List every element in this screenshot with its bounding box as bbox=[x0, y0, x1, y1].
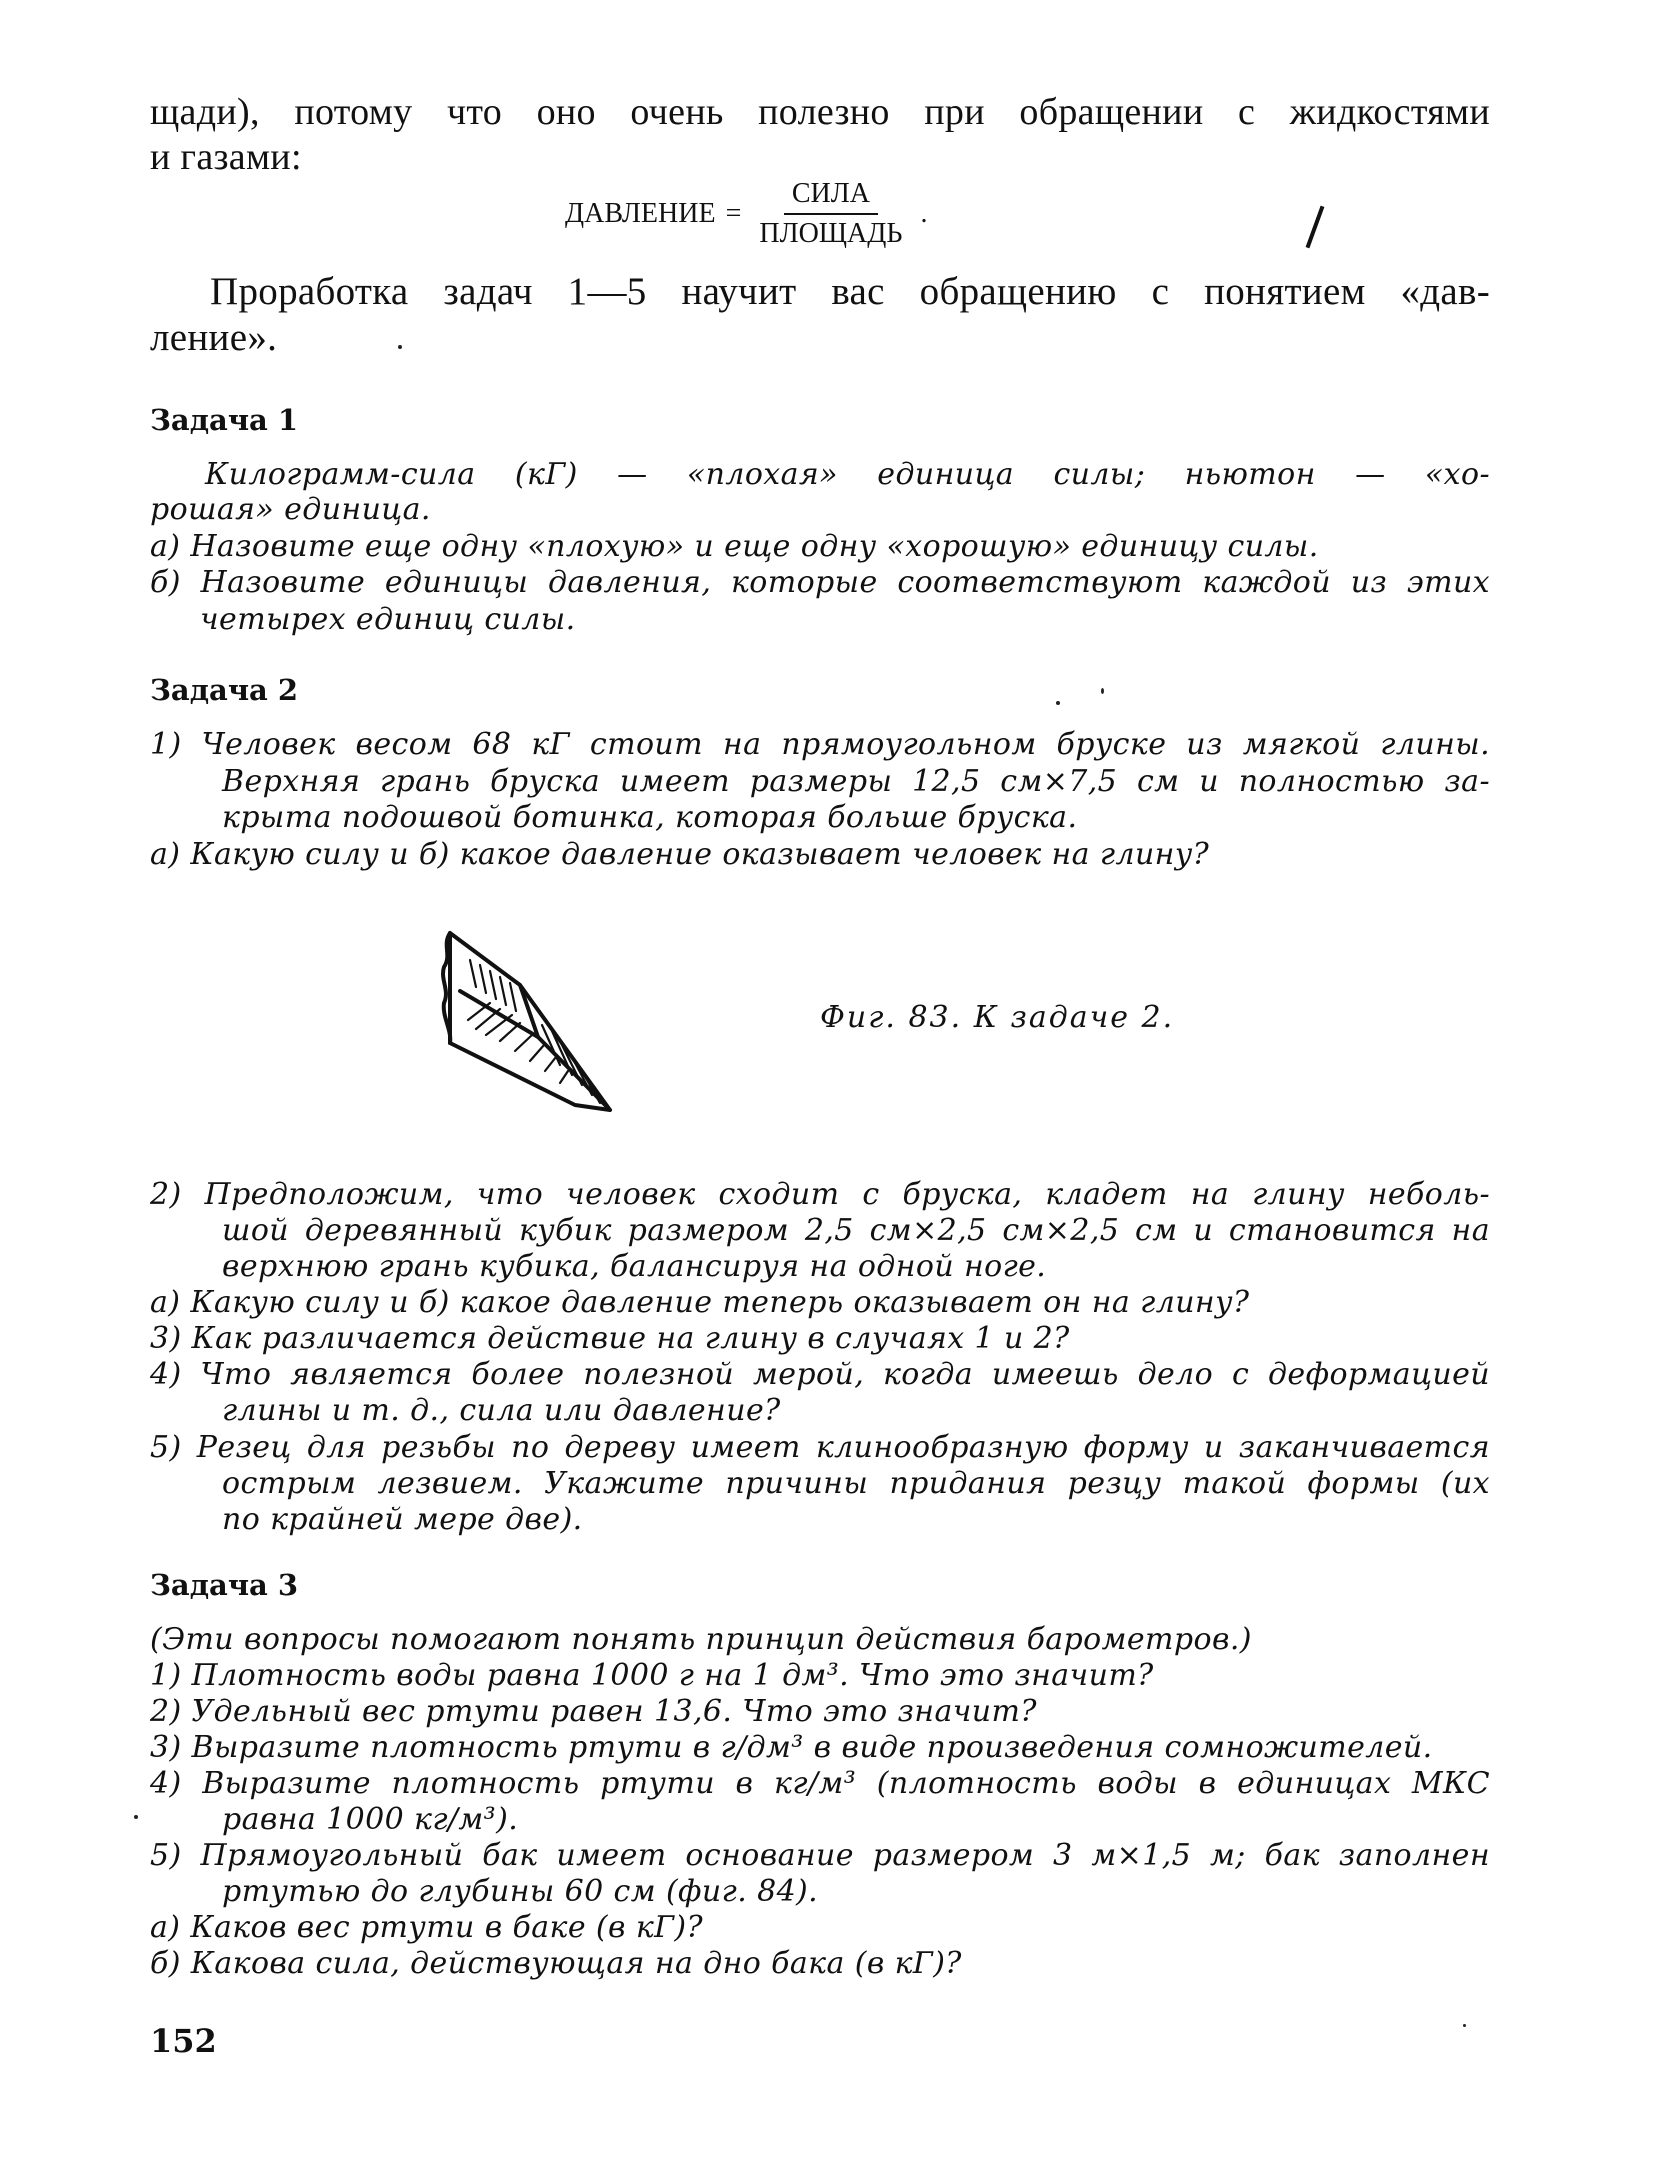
task3-line: а) Каков вес ртути в баке (в кГ)? bbox=[150, 1910, 703, 1945]
formula-denominator: ПЛОЩАДЬ bbox=[759, 218, 903, 249]
formula-numerator: СИЛА bbox=[784, 178, 878, 215]
task3-heading: Задача 3 bbox=[150, 1568, 299, 1602]
task2-line: шой деревянный кубик размером 2,5 см×2,5 см×2,5 см и становится на bbox=[222, 1213, 1490, 1248]
task2-heading: Задача 2 bbox=[150, 673, 299, 707]
formula-fraction bbox=[751, 178, 910, 250]
task2-line: 1) Человек весом 68 кГ стоит на прямоугольном бруске из мягкой глины. bbox=[150, 727, 1490, 762]
task3-line: равна 1000 кг/м³). bbox=[222, 1802, 519, 1837]
task3-line: 5) Прямоугольный бак имеет основание размером 3 м×1,5 м; бак заполнен bbox=[150, 1838, 1490, 1873]
task3-line: 4) Выразите плотность ртути в кг/м³ (плотность воды в единицах МКС bbox=[150, 1766, 1490, 1801]
pressure-formula bbox=[565, 178, 927, 250]
task2-line: крыта подошвой ботинка, которая больше бруска. bbox=[222, 800, 1078, 835]
task2-line: 2) Предположим, что человек сходит с бруска, кладет на глину неболь- bbox=[150, 1177, 1490, 1212]
lead-line-1: Проработка задач 1—5 научит вас обращению с понятием «дав- bbox=[210, 270, 1490, 313]
task3-line: б) Какова сила, действующая на дно бака (в кГ)? bbox=[150, 1946, 962, 1981]
task1-line: четырех единиц силы. bbox=[200, 602, 576, 637]
task3-line: 2) Удельный вес ртути равен 13,6. Что это значит? bbox=[150, 1694, 1037, 1729]
intro-line-1: щади), потому что оно очень полезно при обращении с жидкостями bbox=[150, 91, 1490, 133]
task3-line: 3) Выразите плотность ртути в г/дм³ в виде произведения сомножителей. bbox=[150, 1730, 1433, 1765]
speck bbox=[1056, 701, 1060, 705]
formula-lhs: ДАВЛЕНИЕ bbox=[565, 198, 716, 229]
task3-line: (Эти вопросы помогают понять принцип действия барометров.) bbox=[150, 1622, 1252, 1657]
task3-line: ртутью до глубины 60 см (фиг. 84). bbox=[222, 1874, 819, 1909]
task2-line: 5) Резец для резьбы по дереву имеет клинообразную форму и заканчивается bbox=[150, 1430, 1490, 1465]
speck bbox=[398, 345, 402, 349]
task2-line: верхнюю грань кубика, балансируя на одной ноге. bbox=[222, 1249, 1047, 1284]
speck bbox=[1101, 688, 1104, 694]
task2-line: острым лезвием. Укажите причины придания резцу такой формы (их bbox=[222, 1466, 1490, 1501]
task1-line: а) Назовите еще одну «плохую» и еще одну «хорошую» единицу силы. bbox=[150, 529, 1319, 564]
task1-line: б) Назовите единицы давления, которые соответствуют каждой из этих bbox=[150, 565, 1490, 600]
task3-line: 1) Плотность воды равна 1000 г на 1 дм³. Что это значит? bbox=[150, 1658, 1154, 1693]
figure-83-caption: Фиг. 83. К задаче 2. bbox=[820, 1000, 1175, 1035]
task1-heading: Задача 1 bbox=[150, 403, 299, 437]
task2-line: Верхняя грань бруска имеет размеры 12,5 см×7,5 см и полностью за- bbox=[222, 764, 1490, 799]
task1-line: рошая» единица. bbox=[150, 492, 431, 527]
task2-line: глины и т. д., сила или давление? bbox=[222, 1393, 781, 1428]
task1-line: Килограмм-сила (кГ) — «плохая» единица силы; ньютон — «хо- bbox=[205, 457, 1490, 492]
formula-end: . bbox=[920, 198, 928, 229]
figure-83-wedge-drawing bbox=[420, 905, 780, 1135]
page-number: 152 bbox=[150, 2022, 217, 2060]
speck bbox=[134, 1815, 138, 1819]
task2-line: а) Какую силу и б) какое давление теперь оказывает он на глину? bbox=[150, 1285, 1250, 1320]
task2-line: по крайней мере две). bbox=[222, 1502, 583, 1537]
pen-mark bbox=[1306, 206, 1325, 249]
intro-line-2: и газами: bbox=[150, 136, 302, 178]
lead-line-2: ление». bbox=[150, 316, 278, 359]
task2-line: 3) Как различается действие на глину в случаях 1 и 2? bbox=[150, 1321, 1070, 1356]
task2-line: а) Какую силу и б) какое давление оказывает человек на глину? bbox=[150, 837, 1210, 872]
task2-line: 4) Что является более полезной мерой, когда имеешь дело с деформацией bbox=[150, 1357, 1490, 1392]
formula-equals: = bbox=[725, 198, 742, 229]
speck bbox=[1463, 2024, 1466, 2027]
